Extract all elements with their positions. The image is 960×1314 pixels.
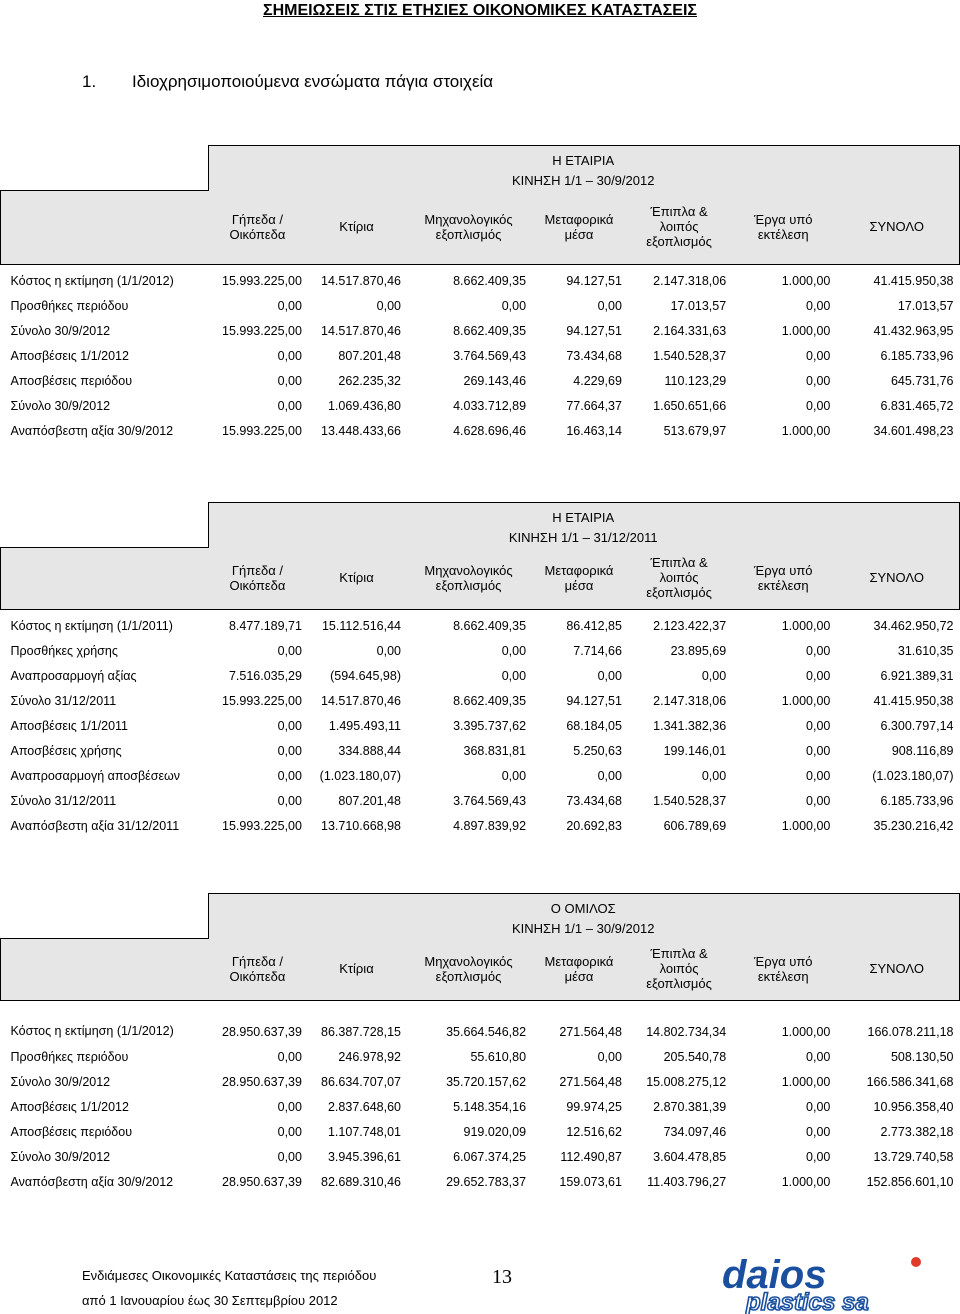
row-value: 112.490,87 bbox=[560, 1149, 622, 1164]
row-value: 1.000,00 bbox=[781, 1174, 831, 1189]
row-value: 1.107.748,01 bbox=[327, 1124, 401, 1139]
row-value: 3.604.478,85 bbox=[653, 1149, 727, 1164]
row-value: 68.184,05 bbox=[566, 718, 622, 733]
row-value: 34.462.950,72 bbox=[836, 609, 959, 635]
table-row bbox=[1, 685, 960, 710]
table-period: ΚΙΝΗΣΗ 1/1 – 30/9/2012 bbox=[209, 918, 960, 938]
row-value: 1.000,00 bbox=[781, 323, 831, 338]
row-label: Προσθήκες χρήσης bbox=[10, 643, 118, 658]
row-value: 15.993.225,00 bbox=[222, 423, 302, 438]
row-value: 15.993.225,00 bbox=[222, 693, 302, 708]
row-value: 0,00 bbox=[376, 643, 401, 658]
row-value: 508.130,50 bbox=[890, 1049, 954, 1064]
row-value: 31.610,35 bbox=[897, 643, 954, 658]
row-label: Αποσβέσεις 1/1/2011 bbox=[10, 718, 129, 733]
row-value: 13.710.668,98 bbox=[321, 818, 401, 833]
row-value: 0,00 bbox=[277, 643, 302, 658]
fixed-assets-table-3 bbox=[0, 893, 960, 1191]
column-header: Έργα υπό εκτέλεση bbox=[732, 190, 836, 264]
column-header: Έργα υπό εκτέλεση bbox=[732, 938, 836, 1000]
row-value: 0,00 bbox=[277, 398, 302, 413]
row-value: 152.856.601,10 bbox=[866, 1174, 954, 1189]
row-value: 6.185.733,96 bbox=[880, 793, 954, 808]
row-value: 73.434,68 bbox=[566, 793, 622, 808]
row-value: 0,00 bbox=[806, 1099, 831, 1114]
row-value: 0,00 bbox=[501, 668, 527, 683]
table-row bbox=[1, 609, 960, 635]
row-value: 0,00 bbox=[806, 373, 831, 388]
row-value: 3.395.737,62 bbox=[453, 718, 527, 733]
table-entity: Ο ΟΜΙΛΟΣ bbox=[209, 894, 960, 919]
row-value: 0,00 bbox=[806, 643, 831, 658]
row-value: 7.516.035,29 bbox=[228, 668, 302, 683]
row-value: 3.945.396,61 bbox=[327, 1149, 401, 1164]
row-value: 6.300.797,14 bbox=[880, 718, 954, 733]
row-value: 28.950.637,39 bbox=[209, 1000, 308, 1041]
row-label: Αποσβέσεις περιόδου bbox=[10, 373, 133, 388]
row-value: 6.921.389,31 bbox=[880, 668, 954, 683]
row-value: 20.692,83 bbox=[566, 818, 622, 833]
row-value: 6.067.374,25 bbox=[453, 1149, 527, 1164]
logo-text: daios bbox=[722, 1254, 827, 1297]
row-value: 6.185.733,96 bbox=[880, 348, 954, 363]
row-value: 4.628.696,46 bbox=[453, 423, 527, 438]
row-value: 94.127,51 bbox=[566, 693, 622, 708]
row-value: 734.097,46 bbox=[663, 1124, 727, 1139]
row-value: 0,00 bbox=[277, 1149, 302, 1164]
row-value: 86.387.728,15 bbox=[308, 1000, 407, 1041]
row-value: 2.147.318,06 bbox=[628, 264, 732, 290]
row-value: 8.477.189,71 bbox=[209, 609, 308, 635]
row-value: 246.978,92 bbox=[338, 1049, 401, 1064]
row-value: 1.000,00 bbox=[732, 1000, 836, 1041]
row-value: 86.412,85 bbox=[532, 609, 628, 635]
row-value: 8.662.409,35 bbox=[407, 609, 532, 635]
table-row bbox=[1, 415, 960, 440]
column-header: Μηχανολογικός εξοπλισμός bbox=[407, 938, 532, 1000]
row-label: Αναπόσβεστη αξία 31/12/2011 bbox=[10, 818, 180, 833]
row-value: 28.950.637,39 bbox=[222, 1074, 302, 1089]
column-header: Μεταφορικά μέσα bbox=[532, 547, 628, 609]
column-header: ΣΥΝΟΛΟ bbox=[836, 938, 959, 1000]
section-title: Ιδιοχρησιμοποιούμενα ενσώματα πάγια στοιχεία bbox=[132, 72, 494, 91]
row-value: 0,00 bbox=[501, 643, 527, 658]
row-value: 15.112.516,44 bbox=[308, 609, 407, 635]
row-value: 23.895,69 bbox=[670, 643, 727, 658]
row-value: 29.652.783,37 bbox=[446, 1174, 527, 1189]
column-header: Κτίρια bbox=[308, 547, 407, 609]
row-label: Σύνολο 30/9/2012 bbox=[10, 323, 111, 338]
row-value: 807.201,48 bbox=[338, 793, 401, 808]
section-number: 1. bbox=[82, 72, 97, 91]
row-label: Σύνολο 31/12/2011 bbox=[10, 793, 117, 808]
table-row bbox=[1, 1091, 960, 1116]
row-value: 73.434,68 bbox=[566, 348, 622, 363]
row-value: 0,00 bbox=[277, 298, 302, 313]
column-header: Γήπεδα / Οικόπεδα bbox=[209, 190, 308, 264]
row-label: Αναπροσαρμογή αποσβέσεων bbox=[10, 768, 181, 783]
row-value: 7.714,66 bbox=[573, 643, 622, 658]
row-value: 0,00 bbox=[701, 768, 727, 783]
row-value: 1.000,00 bbox=[781, 693, 831, 708]
row-value: 1.000,00 bbox=[781, 423, 831, 438]
row-value: 199.146,01 bbox=[663, 743, 727, 758]
row-value: (594.645,98) bbox=[330, 668, 401, 683]
row-value: 271.564,48 bbox=[532, 1000, 628, 1041]
table-row bbox=[1, 735, 960, 760]
table-row bbox=[1, 1000, 960, 1041]
table-row bbox=[1, 810, 960, 835]
row-label: Σύνολο 31/12/2011 bbox=[10, 693, 117, 708]
logo-dot-icon bbox=[911, 1257, 921, 1267]
column-header: Έπιπλα & λοιπός εξοπλισμός bbox=[628, 190, 732, 264]
row-value: 5.250,63 bbox=[573, 743, 622, 758]
column-header: Έργα υπό εκτέλεση bbox=[732, 547, 836, 609]
row-value: 2.164.331,63 bbox=[653, 323, 727, 338]
row-value: 368.831,81 bbox=[463, 743, 527, 758]
row-value: 0,00 bbox=[806, 1149, 831, 1164]
row-value: 334.888,44 bbox=[338, 743, 401, 758]
row-value: 0,00 bbox=[806, 298, 831, 313]
row-label: Κόστος η εκτίμηση (1/1/2011) bbox=[1, 609, 209, 635]
row-value: 269.143,46 bbox=[463, 373, 527, 388]
row-label: Αποσβέσεις χρήσης bbox=[10, 743, 122, 758]
row-value: 1.000,00 bbox=[732, 264, 836, 290]
row-value: 77.664,37 bbox=[566, 398, 622, 413]
column-header: Έπιπλα & λοιπός εξοπλισμός bbox=[628, 547, 732, 609]
row-value: 1.341.382,36 bbox=[653, 718, 727, 733]
row-value: 0,00 bbox=[501, 298, 527, 313]
row-label: Αναπροσαρμογή αξίας bbox=[10, 668, 137, 683]
table-entity: Η ΕΤΑΙΡΙΑ bbox=[209, 503, 960, 528]
row-value: 35.230.216,42 bbox=[873, 818, 954, 833]
row-value: 0,00 bbox=[277, 373, 302, 388]
column-header: Μηχανολογικός εξοπλισμός bbox=[407, 190, 532, 264]
row-value: 1.000,00 bbox=[781, 1074, 831, 1089]
row-value: 262.235,32 bbox=[338, 373, 401, 388]
row-value: 159.073,61 bbox=[559, 1174, 622, 1189]
table-row bbox=[1, 390, 960, 415]
row-value: 0,00 bbox=[277, 718, 302, 733]
logo-subtext: plastics sa bbox=[746, 1289, 869, 1314]
row-value: 513.679,97 bbox=[663, 423, 727, 438]
row-label: Προσθήκες περιόδου bbox=[10, 1049, 129, 1064]
table-row bbox=[1, 1116, 960, 1141]
row-value: 94.127,51 bbox=[532, 264, 628, 290]
row-value: 0,00 bbox=[806, 793, 831, 808]
row-label: Σύνολο 30/9/2012 bbox=[10, 1074, 111, 1089]
row-value: 110.123,29 bbox=[664, 373, 727, 388]
table-row bbox=[1, 635, 960, 660]
column-header: Μεταφορικά μέσα bbox=[532, 938, 628, 1000]
row-value: 0,00 bbox=[806, 1049, 831, 1064]
row-value: 0,00 bbox=[806, 743, 831, 758]
table-row bbox=[1, 760, 960, 785]
row-value: 2.870.381,39 bbox=[653, 1099, 727, 1114]
table-row bbox=[1, 785, 960, 810]
row-value: 0,00 bbox=[277, 348, 302, 363]
row-value: 10.956.358,40 bbox=[873, 1099, 954, 1114]
row-label: Αποσβέσεις 1/1/2012 bbox=[10, 348, 129, 363]
row-label: Αποσβέσεις 1/1/2012 bbox=[10, 1099, 129, 1114]
row-value: 15.993.225,00 bbox=[209, 264, 308, 290]
row-value: 16.463,14 bbox=[566, 423, 622, 438]
row-value: 205.540,78 bbox=[663, 1049, 727, 1064]
daios-logo bbox=[716, 1254, 946, 1314]
row-value: 0,00 bbox=[597, 768, 622, 783]
row-value: 166.586.341,68 bbox=[866, 1074, 954, 1089]
row-value: 4.229,69 bbox=[573, 373, 622, 388]
row-value: 2.837.648,60 bbox=[327, 1099, 401, 1114]
fixed-assets-table-2 bbox=[0, 502, 960, 835]
row-value: 0,00 bbox=[806, 668, 831, 683]
row-value: 2.123.422,37 bbox=[628, 609, 732, 635]
row-value: 41.415.950,38 bbox=[836, 264, 959, 290]
row-label: Αναπόσβεστη αξία 30/9/2012 bbox=[10, 423, 174, 438]
row-value: 15.008.275,12 bbox=[646, 1074, 727, 1089]
row-value: 17.013,57 bbox=[897, 298, 954, 313]
row-value: 15.993.225,00 bbox=[222, 818, 302, 833]
table-row bbox=[1, 340, 960, 365]
row-value: 0,00 bbox=[277, 768, 302, 783]
row-value: 14.802.734,34 bbox=[628, 1000, 732, 1041]
row-value: 1.495.493,11 bbox=[328, 718, 401, 733]
row-value: 0,00 bbox=[501, 768, 527, 783]
row-value: 13.729.740,58 bbox=[873, 1149, 954, 1164]
row-value: 6.831.465,72 bbox=[880, 398, 954, 413]
row-value: 919.020,09 bbox=[463, 1124, 527, 1139]
row-value: 4.033.712,89 bbox=[453, 398, 527, 413]
row-value: 14.517.870,46 bbox=[321, 693, 401, 708]
row-value: 0,00 bbox=[806, 718, 831, 733]
row-value: 271.564,48 bbox=[559, 1074, 622, 1089]
row-value: 1.540.528,37 bbox=[653, 348, 727, 363]
row-value: 4.897.839,92 bbox=[453, 818, 527, 833]
row-label: Σύνολο 30/9/2012 bbox=[10, 398, 111, 413]
row-value: 99.974,25 bbox=[566, 1099, 622, 1114]
column-header: ΣΥΝΟΛΟ bbox=[836, 547, 959, 609]
row-value: 3.764.569,43 bbox=[453, 793, 527, 808]
row-value: 0,00 bbox=[806, 1124, 831, 1139]
row-value: 0,00 bbox=[806, 398, 831, 413]
row-label: Κόστος η εκτίμηση (1/1/2012) bbox=[1, 1000, 209, 1041]
row-value: 12.516,62 bbox=[566, 1124, 622, 1139]
row-value: 0,00 bbox=[701, 668, 727, 683]
column-header: Γήπεδα / Οικόπεδα bbox=[209, 547, 308, 609]
column-header: Γήπεδα / Οικόπεδα bbox=[209, 938, 308, 1000]
row-value: 0,00 bbox=[277, 793, 302, 808]
row-value: 0,00 bbox=[277, 1124, 302, 1139]
column-header: Έπιπλα & λοιπός εξοπλισμός bbox=[628, 938, 732, 1000]
table-row bbox=[1, 710, 960, 735]
table-row bbox=[1, 660, 960, 685]
row-value: 908.116,89 bbox=[891, 743, 954, 758]
row-value: 55.610,80 bbox=[470, 1049, 527, 1064]
row-value: 15.993.225,00 bbox=[222, 323, 302, 338]
row-label: Κόστος η εκτίμηση (1/1/2012) bbox=[1, 264, 209, 290]
row-value: 166.078.211,18 bbox=[836, 1000, 959, 1041]
page-number: 13 bbox=[492, 1266, 512, 1288]
column-header: Κτίρια bbox=[308, 190, 407, 264]
row-value: 14.517.870,46 bbox=[321, 323, 401, 338]
row-value: 0,00 bbox=[806, 768, 831, 783]
row-value: 1.650.651,66 bbox=[653, 398, 727, 413]
table-row bbox=[1, 1166, 960, 1191]
row-value: 13.448.433,66 bbox=[321, 423, 401, 438]
row-value: 0,00 bbox=[277, 1099, 302, 1114]
column-header: ΣΥΝΟΛΟ bbox=[836, 190, 959, 264]
row-value: 34.601.498,23 bbox=[873, 423, 954, 438]
row-label: Αποσβέσεις περιόδου bbox=[10, 1124, 133, 1139]
row-value: 807.201,48 bbox=[338, 348, 401, 363]
row-value: 0,00 bbox=[806, 348, 831, 363]
row-value: 8.662.409,35 bbox=[453, 323, 527, 338]
row-value: 8.662.409,35 bbox=[453, 693, 527, 708]
row-value: 1.000,00 bbox=[732, 609, 836, 635]
row-value: 11.403.796,27 bbox=[647, 1174, 727, 1189]
row-value: 2.147.318,06 bbox=[653, 693, 727, 708]
row-value: 41.415.950,38 bbox=[873, 693, 954, 708]
table-row bbox=[1, 315, 960, 340]
row-value: (1.023.180,07) bbox=[872, 768, 954, 783]
row-label: Προσθήκες περιόδου bbox=[10, 298, 129, 313]
row-value: 1.069.436,80 bbox=[327, 398, 401, 413]
row-label: Σύνολο 30/9/2012 bbox=[10, 1149, 111, 1164]
column-header: Κτίρια bbox=[308, 938, 407, 1000]
row-value: 17.013,57 bbox=[670, 298, 727, 313]
row-value: 86.634.707,07 bbox=[321, 1074, 401, 1089]
table-row bbox=[1, 365, 960, 390]
column-header: Μεταφορικά μέσα bbox=[532, 190, 628, 264]
row-label: Αναπόσβεστη αξία 30/9/2012 bbox=[10, 1174, 174, 1189]
fixed-assets-table-1 bbox=[0, 145, 960, 440]
row-value: 0,00 bbox=[597, 298, 622, 313]
table-row bbox=[1, 1041, 960, 1066]
document-title: ΣΗΜΕΙΩΣΕΙΣ ΣΤΙΣ ΕΤΗΣΙΕΣ ΟΙΚΟΝΟΜΙΚΕΣ ΚΑΤΑΣΤΑΣΕΙΣ bbox=[262, 2, 697, 19]
row-value: 8.662.409,35 bbox=[407, 264, 532, 290]
table-period: ΚΙΝΗΣΗ 1/1 – 30/9/2012 bbox=[209, 170, 960, 190]
section-heading bbox=[82, 72, 493, 92]
row-value: 0,00 bbox=[597, 1049, 622, 1064]
row-value: (1.023.180,07) bbox=[319, 768, 401, 783]
row-value: 645.731,76 bbox=[890, 373, 954, 388]
row-value: 0,00 bbox=[277, 743, 302, 758]
table-entity: Η ΕΤΑΙΡΙΑ bbox=[209, 146, 960, 171]
row-value: 3.764.569,43 bbox=[453, 348, 527, 363]
row-value: 28.950.637,39 bbox=[222, 1174, 302, 1189]
row-value: 606.789,69 bbox=[663, 818, 727, 833]
table-row bbox=[1, 290, 960, 315]
table-row bbox=[1, 1066, 960, 1091]
column-header: Μηχανολογικός εξοπλισμός bbox=[407, 547, 532, 609]
row-value: 2.773.382,18 bbox=[880, 1124, 954, 1139]
table-row bbox=[1, 264, 960, 290]
table-period: ΚΙΝΗΣΗ 1/1 – 31/12/2011 bbox=[209, 527, 960, 547]
row-value: 41.432.963,95 bbox=[873, 323, 954, 338]
row-value: 0,00 bbox=[277, 1049, 302, 1064]
footer-period-line2: από 1 Ιανουαρίου έως 30 Σεπτεμβρίου 2012 bbox=[82, 1293, 338, 1308]
row-value: 0,00 bbox=[376, 298, 401, 313]
row-value: 5.148.354,16 bbox=[453, 1099, 527, 1114]
footer-period-line1: Ενδιάμεσες Οικονομικές Καταστάσεις της περιόδου bbox=[82, 1268, 377, 1283]
table-row bbox=[1, 1141, 960, 1166]
row-value: 1.000,00 bbox=[781, 818, 831, 833]
row-value: 94.127,51 bbox=[566, 323, 622, 338]
row-value: 82.689.310,46 bbox=[321, 1174, 401, 1189]
row-value: 0,00 bbox=[597, 668, 622, 683]
row-value: 1.540.528,37 bbox=[653, 793, 727, 808]
row-value: 35.664.546,82 bbox=[407, 1000, 532, 1041]
row-value: 14.517.870,46 bbox=[308, 264, 407, 290]
row-value: 35.720.157,62 bbox=[446, 1074, 527, 1089]
